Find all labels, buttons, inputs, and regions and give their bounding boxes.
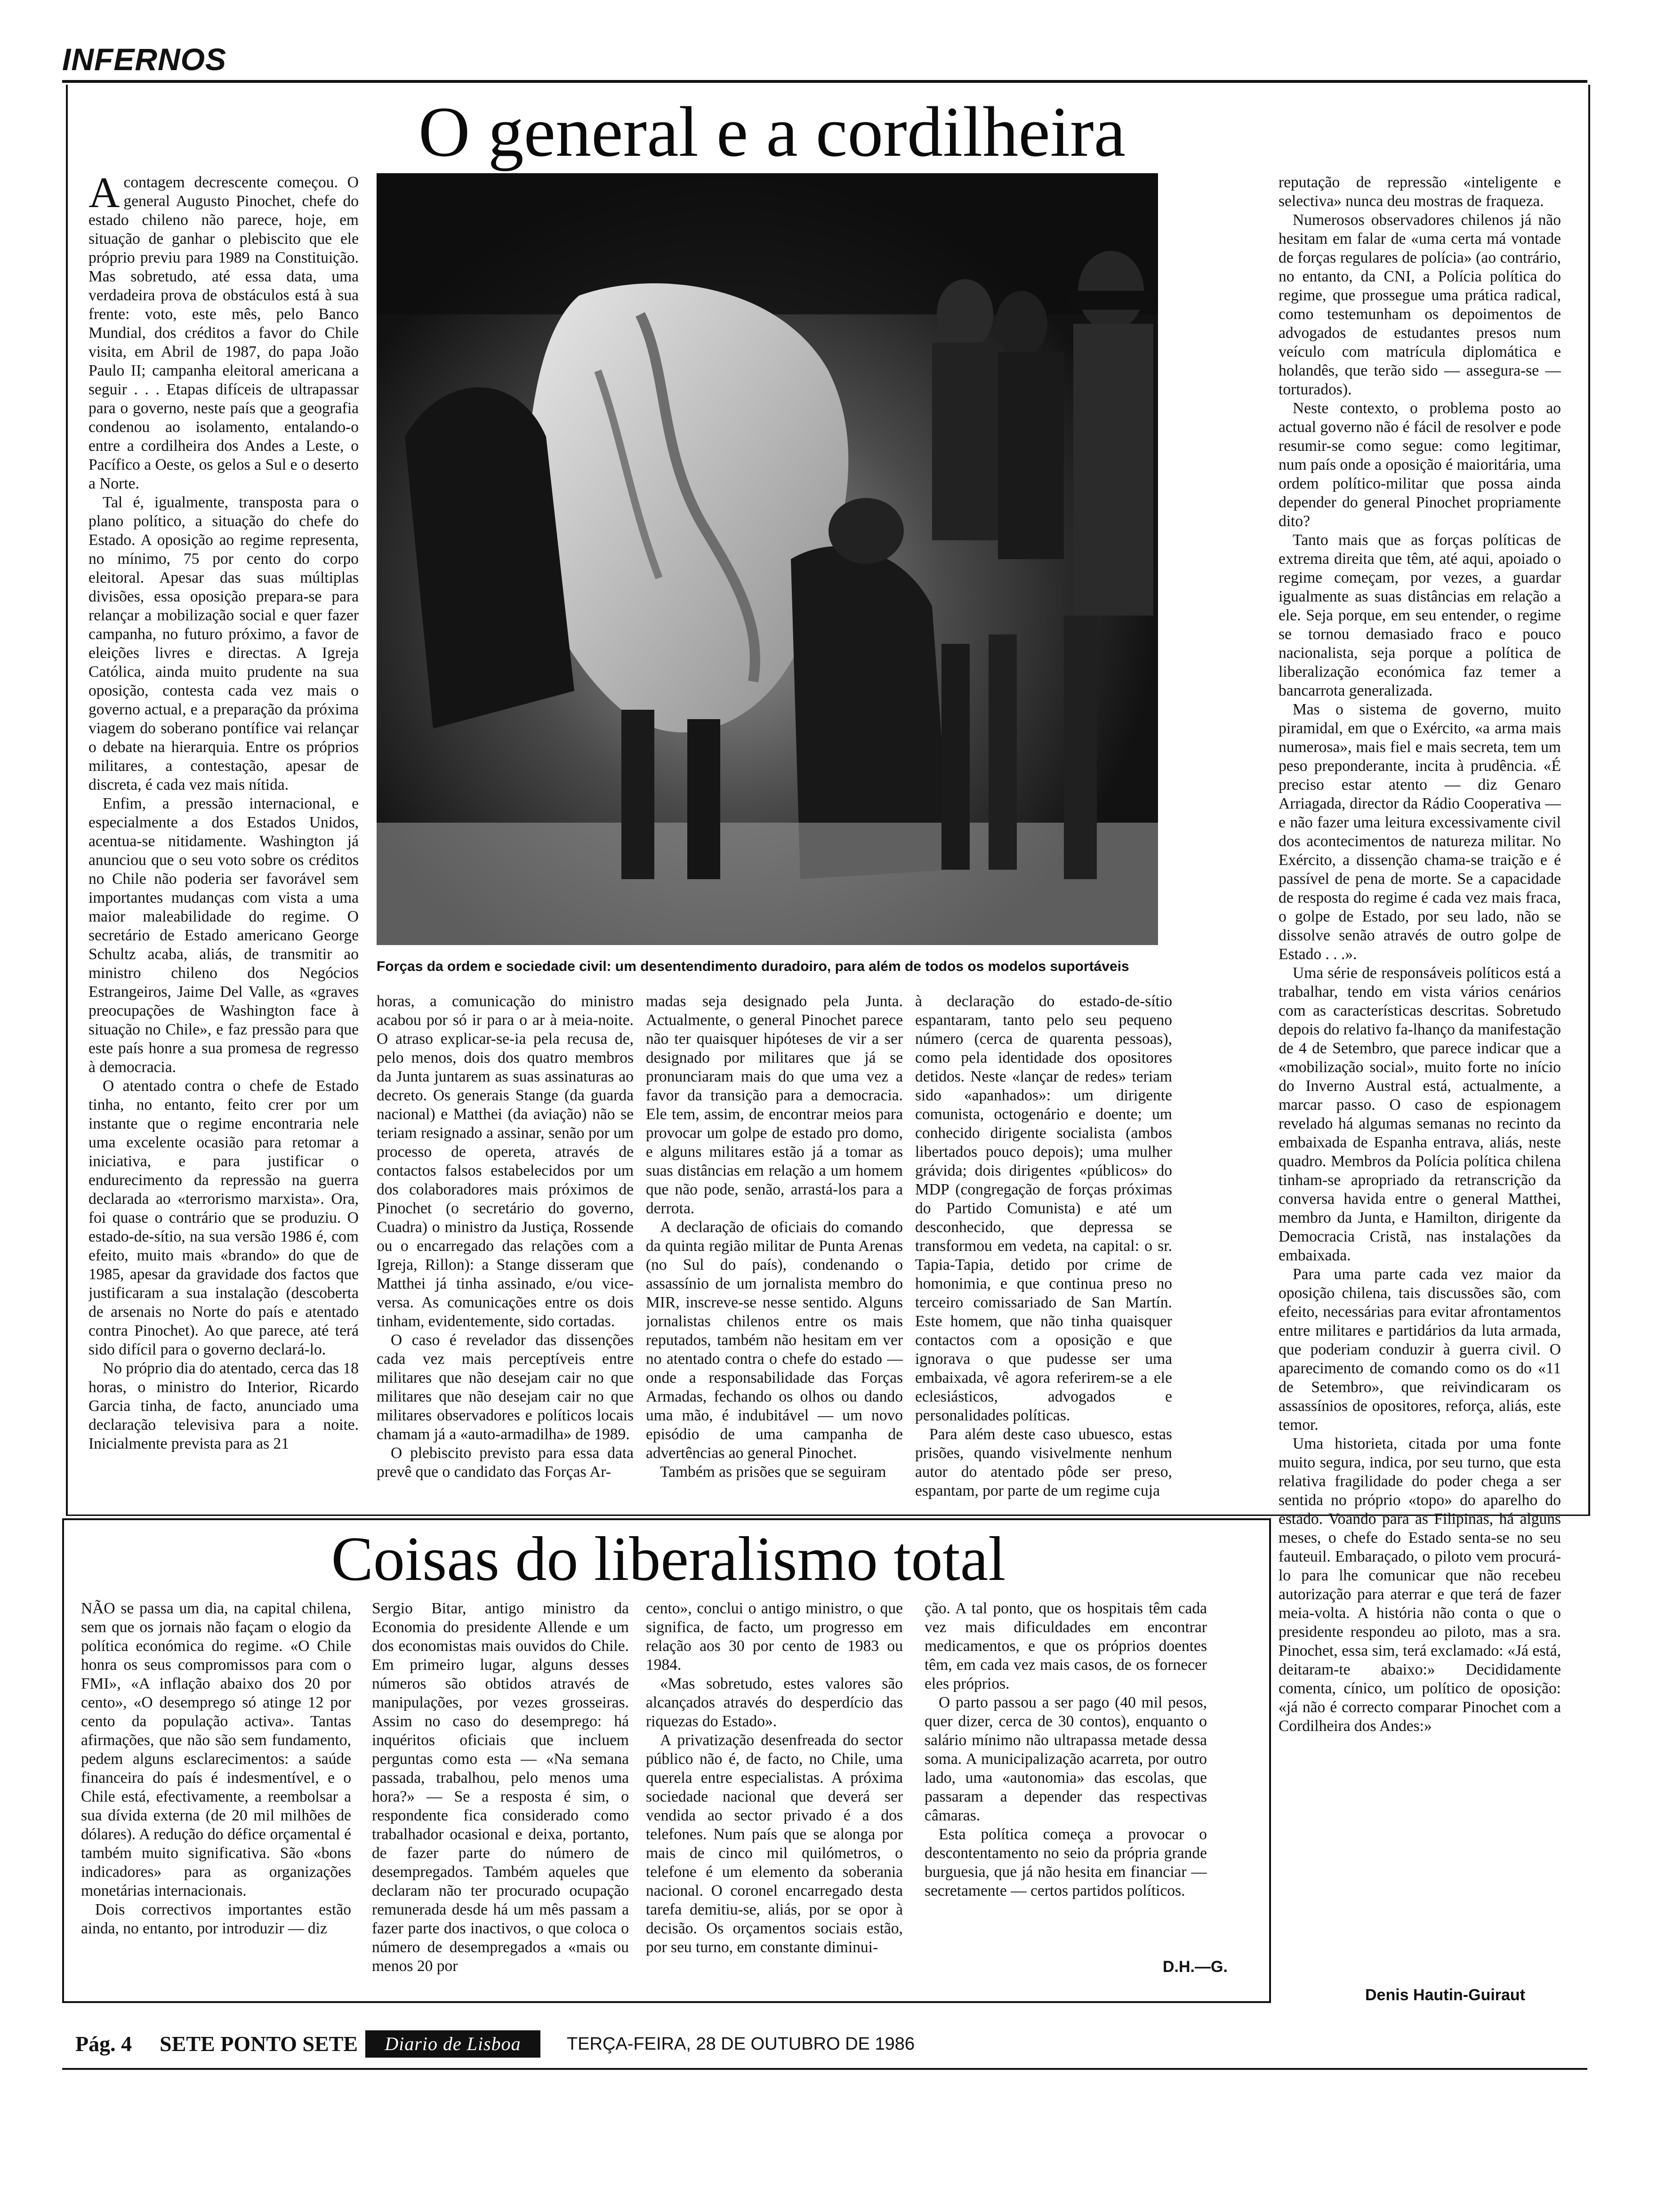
article1-column-4 — [915, 992, 1172, 1510]
article1-column-3 — [646, 992, 903, 1510]
article1-column-5 — [1279, 173, 1561, 2009]
article2-col3-para-2: «Mas sobretudo, estes valores são alcançados através do desperdício das riquezas do Estado». — [646, 1675, 903, 1730]
page-number: Pág. 4 — [75, 2032, 132, 2056]
article1-col1-para-1: A contagem decrescente começou. O general Augusto Pinochet, chefe do estado chileno não parece, hoje, em situação de ganhar o plebiscito que ele próprio previu para 1989 na Constituição. Mas sobretudo, até essa data, uma verdadeira prova de obstáculos está à sua frente: voto, este mês, pelo Banco Mundial, dos créditos a favor do Chile visita, em Abril de 1987, do papa João Paulo II; campanha eleitoral americana a seguir . . . Etapas difíceis de ultrapassar para o governo, neste país que a geografia condenou ao isolamento, entalando-o entre a cordilheira dos Andes a Leste, o Pacífico a Oeste, os gelos a Sul e o deserto a Norte. — [88, 173, 359, 492]
article1-col5-para-1: reputação de repressão «inteligente e selectiva» nunca deu mostras de fraqueza. — [1279, 174, 1561, 210]
article2-col1-para-2: Dois correctivos importantes estão ainda, no entanto, por introduzir — diz — [81, 1901, 351, 1937]
article1-column-1 — [88, 173, 359, 1532]
article1-col1-para-4: O atentado contra o chefe de Estado tinha, no entanto, feito crer por um instante que o regime encontraria nele uma excelente ocasião para retomar a iniciativa, e para justificar o endurecimento da repressão na guerra declarada ao «terrorismo marxista». Ora, foi quase o contrário que se produziu. O estado-de-sítio, na sua versão 1986 é, com efeito, muito mais «brando» do que de 1985, apesar da gravidade dos factos que justificaram a sua instalação (descoberta de arsenais no Norte do país e atentado contra Pinochet). Ao que parece, até terá sido difícil para o governo declará-lo. — [88, 1077, 359, 1358]
section-label: INFERNOS — [62, 42, 227, 77]
top-rule — [62, 80, 1587, 83]
article2-col3-para-3: A privatização desenfreada do sector público não é, de facto, no Chile, uma querela entre especialistas. A próxima sociedade nacional que deverá ser vendida ao sector privado é a dos telefones. Num país que se alonga por mais de cinco mil quilómetros, o telefone é um elemento da soberania nacional. O coronel encarregado desta tarefa demitiu-se, aliás, por se opor à decisão. Os orçamentos sociais estão, por seu turno, em constante diminui- — [646, 1731, 903, 1956]
article1-col2-para-3: O plebiscito previsto para essa data prevê que o candidato das Forças Ar- — [377, 1444, 634, 1481]
article1-col5-para-4: Tanto mais que as forças políticas de extrema direita que têm, até aqui, apoiado o regime começam, por vezes, a guardar igualmente as suas distâncias em relação a ele. Seja porque, em seu entender, o regime se tornou demasiado fraco e pouco nacionalista, seja porque a política de liberalização económica faz temer a bancarrota generalizada. — [1279, 531, 1561, 699]
article2-column-1 — [81, 1599, 351, 1995]
article1-col5-para-6: Uma série de responsáveis políticos está a trabalhar, tendo em vista vários cenários com as características descritas. Sobretudo depois do relativo fa-lhanço da manifestação de 4 de Setembro, que parece indicar que a «mobilização social», muito forte no início do Inverno Austral está, actualmente, a marcar passo. O caso de espionagem revelado há algumas semanas no recinto da embaixada de Espanha entrava, aliás, neste quadro. Membros da Polícia política chilena tinham-se apropriado da retranscrição da conversa havida entre o general Matthei, membro da Junta, e Hamilton, dirigente da Democracia Cristã, nas instalações da embaixada. — [1279, 964, 1561, 1264]
article1-col2-para-2: O caso é revelador das dissenções cada vez mais perceptíveis entre militares que não desejam cair no que militares que não desejam cair no que militares observadores e políticos locais chamam já a «auto-armadilha» de 1989. — [377, 1331, 634, 1443]
article1-col3-para-3: Também as prisões que se seguiram — [660, 1463, 886, 1481]
article1-col1-para-3: Enfim, a pressão internacional, e especialmente a dos Estados Unidos, acentua-se nitidamente. Washington já anunciou que o seu voto sobre os créditos no Chile não poderia ser favorável sem importantes mudanças com vista a uma maior maleabilidade do regime. O secretário de Estado americano George Schultz acaba, aliás, de transmitir ao ministro chileno dos Negócios Estrangeiros, Jaime Del Valle, as «graves preocupações de Washington face à situação no Chile», e faz pressão para que este país honre a sua promesa de regresso à democracia. — [88, 795, 359, 1076]
article1-col1-para-5: No próprio dia do atentado, cerca das 18 horas, o ministro do Interior, Ricardo Garcia tinha, de facto, anunciado uma declaração televisiva para a noite. Inicialmente prevista para as 21 — [88, 1360, 359, 1452]
article2-col4-para-1: ção. A tal ponto, que os hospitais têm cada vez mais dificuldades em encontrar medicamentos, e que os próprios doentes têm, em cada vez mais casos, de os fornecer eles próprios. — [925, 1600, 1207, 1692]
photo-caption: Forças da ordem e sociedade civil: um desentendimento duradoiro, para além de todos os modelos suportáveis — [377, 959, 1129, 974]
article1-col1-para-2: Tal é, igualmente, transposta para o plano político, a situação do chefe do Estado. A oposição ao regime representa, no mínimo, 75 por cento do corpo eleitoral. Apesar das suas múltiplas divisões, essa oposição prepara-se para relançar a mobilização social e quer fazer campanha, no futuro próximo, a favor de eleições livres e directas. A Igreja Católica, ainda muito prudente na sua oposição, contesta cada vez mais o governo actual, e a preparação da próxima viagem do soberano pontífice vai relançar o debate na hierarquia. Entre os próprios militares, a contestação, apesar de discreta, é cada vez mais nítida. — [88, 494, 359, 793]
article1-col5-para-7: Para uma parte cada vez maior da oposição chilena, tais discussões são, com efeito, necessárias para evitar afrontamentos entre militares e partidários da luta armada, que poderiam conduzir à guerra civil. O aparecimento de comando como os do «11 de Setembro», que reivindicaram os assassínios de opositores, reforça, aliás, este temor. — [1279, 1266, 1561, 1434]
article1-col5-para-5: Mas o sistema de governo, muito piramidal, em que o Exército, «a arma mais numerosa», mais fiel e mais secreta, tem um peso preponderante, incita à prudência. «É preciso estar atento — diz Genaro Arriagada, director da Rádio Cooperativa — e não fazer uma leitura excessivamente civil dos acontecimentos de natureza militar. No Exército, a dissenção chama-se traição e é passível de pena de morte. Se a capacidade de resposta do regime é cada vez mais fraca, o golpe de Estado, por seu lado, não se dissolve senão através de outro golpe de Estado . . .». — [1279, 701, 1561, 963]
article-headline: O general e a cordilheira — [418, 92, 1126, 171]
article2-col2-para-1: Sergio Bitar, antigo ministro da Economia do presidente Allende e um dos economistas mais ouvidos do Chile. Em primeiro lugar, alguns desses números são obtidos através de manipulações, por vezes grosseiras. Assim no caso do desemprego: há inquéritos oficiais que incluem perguntas como esta — «Na semana passada, trabalhou, pelo menos uma hora?» — Se a resposta é sim, o respondente fica considerado como trabalhador ocasional e deixa, portanto, de fazer parte do número de desempregados. Também aqueles que declaram não ter procurado ocupação remunerada desde há um mês passam a fazer parte dos inactivos, o que coloca o número de desempregados a «mais ou menos 20 por — [372, 1600, 629, 1975]
article1-col3-para-2: A declaração de oficiais do comando da quinta região militar de Punta Arenas (no Sul do país), condenando o assassínio de um jornalista membro do MIR, inscreve-se nesse sentido. Alguns jornalistas chilenos entre os mais reputados, também não hesitam em ver no atentado contra o chefe do estado — onde a responsabilidade das Forças Armadas, fechando os olhos ou dando uma mão, é indubitável — um novo episódio de uma campanha de advertências ao general Pinochet. — [646, 1218, 903, 1462]
article1-col5-para-8: Uma historieta, citada por uma fonte muito segura, indica, por seu turno, que esta relativa fragilidade do poder chega a ser sentida no próprio «topo» do aparelho do estado. Voando para as Filipinas, há alguns meses, o chefe do Estado senta-se no seu fauteuil. Embaraçado, o piloto vem procurá-lo para lhe comunicar que não recebeu autorização para aterrar e que terá de fazer meia-volta. A história não conta o que o presidente respondeu ao piloto, mas a sra. Pinochet, essa sim, terá exclamado: «Já está, deitaram-te abaixo:» Decididamente comenta, cínico, um político de oposição: «já não é correcto comparar Pinochet com a Cordilheira dos Andes:» — [1279, 1435, 1561, 1735]
article2-col4-para-2: O parto passou a ser pago (40 mil pesos, quer dizer, cerca de 30 contos), enquanto o salário mínimo não ultrapassa metade dessa soma. A municipalização acarreta, por outro lado, uma «autonomia» das escolas, que passaram a depender das respectivas câmaras. — [925, 1694, 1207, 1824]
article2-headline: Coisas do liberalismo total — [331, 1524, 1006, 1594]
article2-column-2 — [372, 1599, 629, 1995]
article1-signature: Denis Hautin-Guiraut — [1365, 1986, 1526, 2004]
article1-col5-para-2: Numerosos observadores chilenos já não hesitam em falar de «uma certa má vontade de forças regulares de polícia» (ao contrário, no entanto, da CNI, a Polícia política do regime, que prossegue uma prática radical, como testemunham os depoimentos de advogados de estudantes presos num veículo com matrícula diplomática e holandês, que terão sido — assegura-se — torturados). — [1279, 211, 1561, 398]
article1-col3-para-1: madas seja designado pela Junta. Actualmente, o general Pinochet parece não ter quaisquer hipóteses de vir a ser designado por militares que já se pronunciaram mais do que uma vez a favor da transição para a democracia. Ele tem, assim, de encontrar meios para provocar um golpe de estado pro domo, e alguns militares estão já a tomar as suas distâncias em relação a um homem que não pode, senão, arrastá-los para a derrota. — [646, 993, 903, 1217]
article1-col4-para-1: à declaração do estado-de-sítio espantaram, tanto pelo seu pequeno número (cerca de quarenta pessoas), como pela identidade dos opositores detidos. Neste «lançar de redes» teriam sido «apanhados»: um dirigente comunista, octogenário e doente; um conhecido dirigente socialista (ambos libertados pouco depois); uma mulher grávida; dois dirigentes «públicos» do MDP (congregação de forças próximas do Partido Comunista) e até um desconhecido, que depressa se transformou em vedeta, na capital: o sr. Tapia-Tapia, detido por crime de homonimia, e que continua preso no terceiro comissariado de San Martín. Este homem, que não tinha quaisquer contactos com a oposição e que ignorava o que pudesse ser uma embaixada, vê agora referirem-se a ele eclesiásticos, advogados e personalidades políticas. — [915, 993, 1172, 1424]
supplement-name: SETE PONTO SETE — [160, 2032, 358, 2056]
footer-page-info — [75, 2031, 358, 2056]
footer-date: TERÇA-FEIRA, 28 DE OUTUBRO DE 1986 — [567, 2034, 915, 2054]
article2-col4-para-3: Esta política começa a provocar o descontentamento no seio da própria grande burguesia, que já não hesita em financiar — secretamente — certos partidos políticos. — [925, 1826, 1207, 1899]
article2-signature: D.H.—G. — [1163, 1958, 1228, 1976]
article1-column-2 — [377, 992, 634, 1510]
article2-column-4 — [925, 1599, 1207, 1948]
article2-column-3 — [646, 1599, 903, 1995]
article1-col5-para-3: Neste contexto, o problema posto ao actual governo não é fácil de resolver e pode resumir-se como segue: como legitimar, num país onde a oposição é maioritária, uma ordem político-militar que possa ainda depender do general Pinochet propriamente dito? — [1279, 400, 1561, 530]
article1-col4-para-2: Para além deste caso ubuesco, estas prisões, quando visivelmente nenhum autor do atentado pôde ser preso, espantam, por parte de um regime cuja — [915, 1426, 1172, 1499]
photo-illustration — [377, 173, 1158, 945]
masthead-logo: Diario de Lisboa — [365, 2030, 540, 2058]
article1-col2-para-1: horas, a comunicação do ministro acabou por só ir para o ar à meia-noite. O atraso explicar-se-ia pela recusa de, pelo menos, dois dos quatro membros da Junta juntarem as suas assinaturas ao decreto. Os generais Stange (da guarda nacional) e Matthei (da aviação) não se teriam resignado a assinar, senão por um processo de opereta, através de contactos falsos estabelecidos por um dos colaboradores mais próximos de Pinochet (o secretário do governo, Cuadra) o ministro da Justiça, Rossende ou o encarregado das relações com a Igreja, Rillon): a Stange disseram que Matthei já tinha assinado, e/ou vice-versa. As comunicações entre os dois tinham, evidentemente, sido cortadas. — [377, 993, 634, 1330]
article2-col1-para-1: NÃO se passa um dia, na capital chilena, sem que os jornais não façam o elogio da política económica do regime. «O Chile honra os seus compromissos para com o FMI», «A inflação abaixo dos 20 por cento», «O desemprego só atinge 12 por cento da população activa». Tantas afirmações, que não são sem fundamento, pedem alguns esclarecimentos: a saúde financeira do país é indesmentível, e o Chile está, efectivamente, a reembolsar a sua dívida externa (de 20 mil milhões de dólares). A redução do défice orçamental é também muito significativa. São «bons indicadores» para as organizações monetárias internacionais. — [81, 1600, 351, 1899]
footer-rule — [62, 2068, 1587, 2070]
article2-col3-para-1: cento», conclui o antigo ministro, o que significa, de facto, um progresso em relação aos 30 por cento de 1983 ou 1984. — [646, 1600, 903, 1674]
dropcap: A — [88, 173, 120, 216]
news-photo — [377, 173, 1158, 945]
